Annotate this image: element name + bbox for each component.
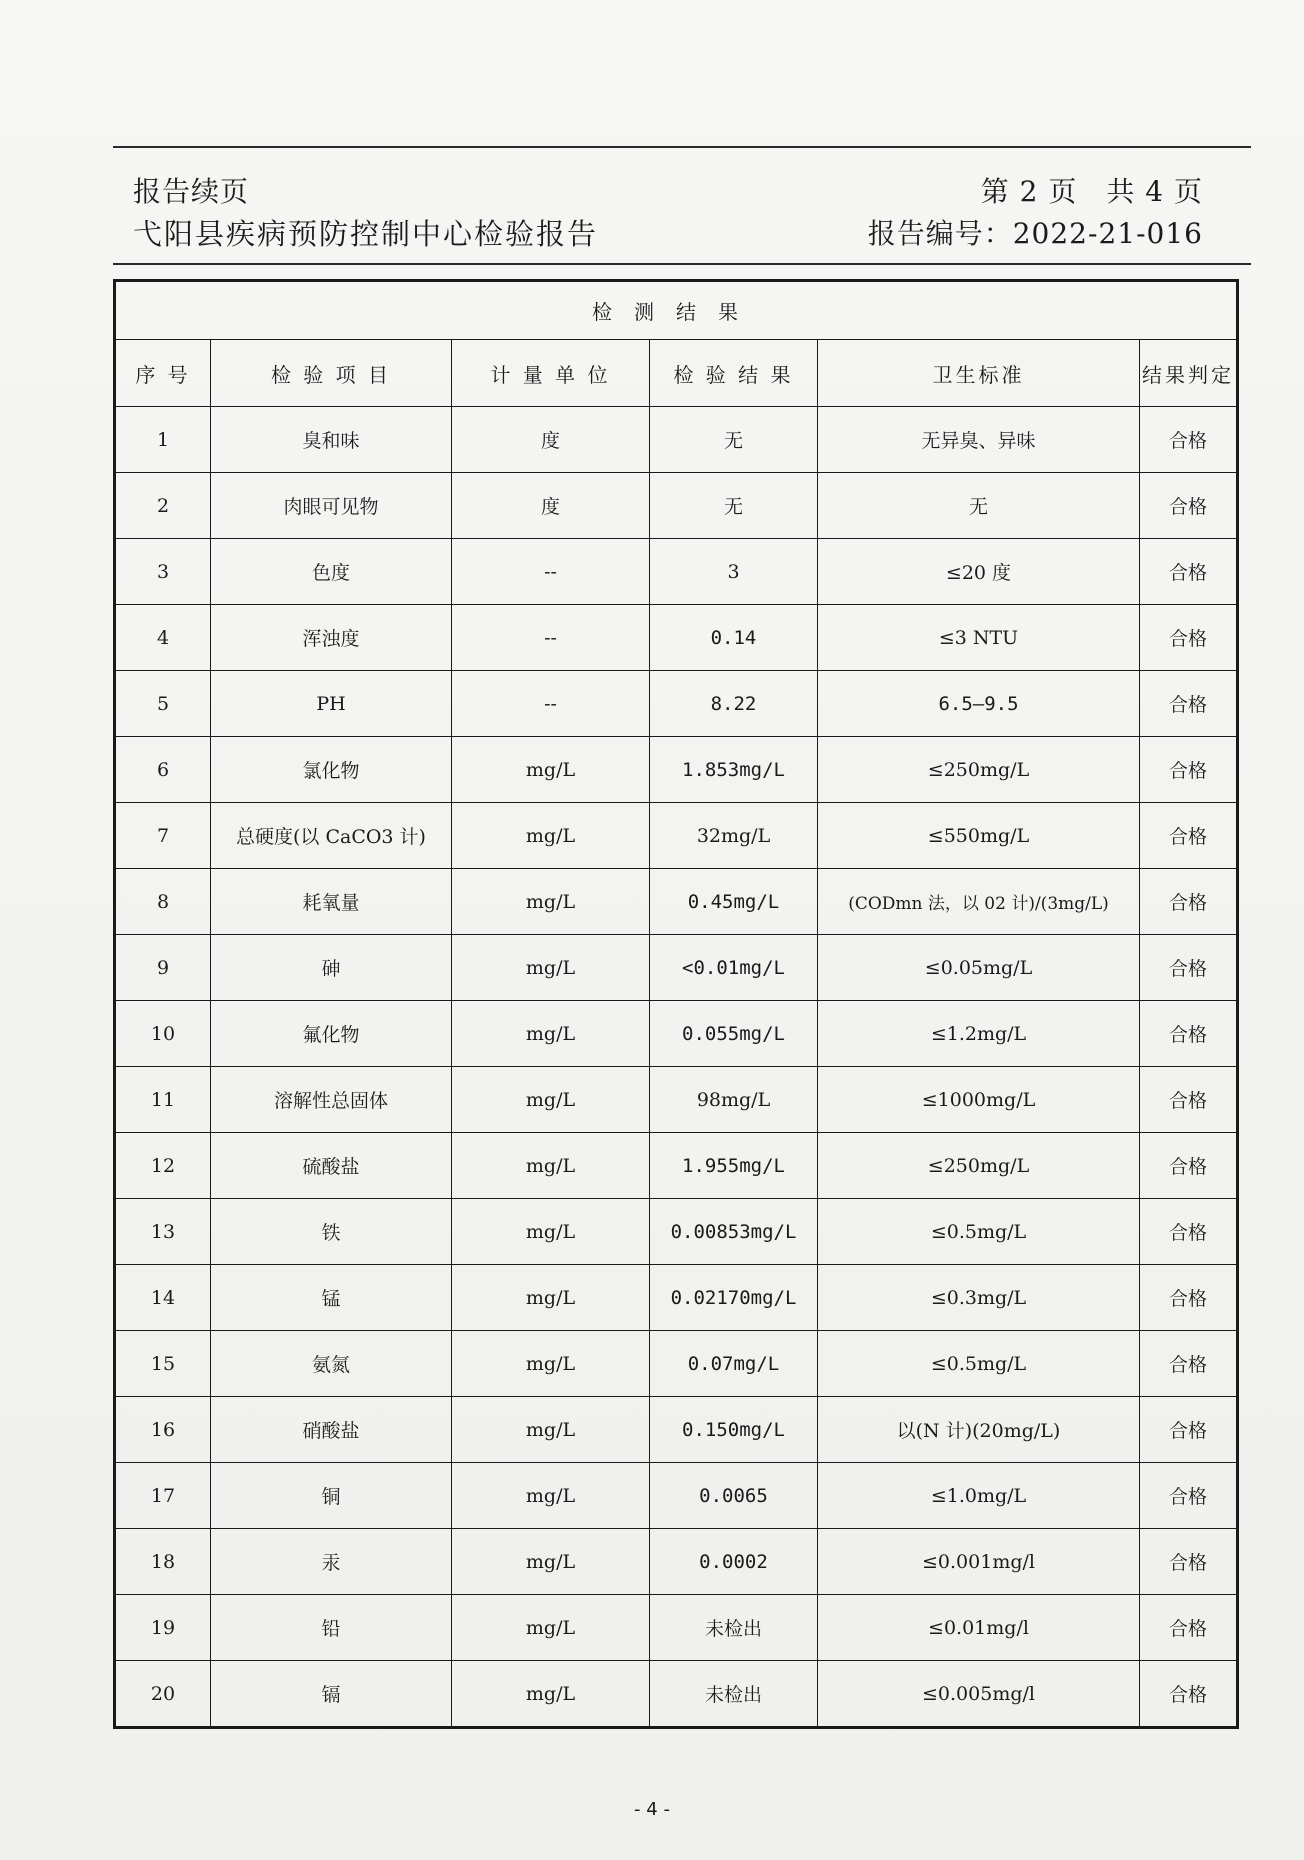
cell-judgement: 合格 — [1140, 1397, 1238, 1463]
cell-seq: 20 — [115, 1661, 211, 1728]
cell-judgement: 合格 — [1140, 1001, 1238, 1067]
cell-item: 溶解性总固体 — [211, 1067, 452, 1133]
cell-seq: 9 — [115, 935, 211, 1001]
cell-result: 0.150mg/L — [650, 1397, 818, 1463]
table-row — [115, 869, 1238, 935]
cell-unit: mg/L — [452, 1463, 650, 1529]
cell-result: <0.01mg/L — [650, 935, 818, 1001]
col-header-seq: 序 号 — [115, 340, 211, 407]
cell-judgement: 合格 — [1140, 869, 1238, 935]
cell-standard: ≤550mg/L — [818, 803, 1140, 869]
col-header-unit: 计 量 单 位 — [452, 340, 650, 407]
top-rule — [113, 146, 1251, 148]
cell-unit: 度 — [452, 473, 650, 539]
cell-seq: 10 — [115, 1001, 211, 1067]
cell-seq: 6 — [115, 737, 211, 803]
cell-unit: mg/L — [452, 1661, 650, 1728]
cell-item: PH — [211, 671, 452, 737]
cell-seq: 5 — [115, 671, 211, 737]
cell-judgement: 合格 — [1140, 1199, 1238, 1265]
table-row — [115, 1661, 1238, 1728]
table-row — [115, 671, 1238, 737]
cell-item: 氯化物 — [211, 737, 452, 803]
cell-judgement: 合格 — [1140, 1595, 1238, 1661]
cell-result: 98mg/L — [650, 1067, 818, 1133]
cell-item: 铜 — [211, 1463, 452, 1529]
cell-judgement: 合格 — [1140, 1529, 1238, 1595]
cell-standard: 6.5—9.5 — [818, 671, 1140, 737]
cell-result: 1.853mg/L — [650, 737, 818, 803]
cell-seq: 12 — [115, 1133, 211, 1199]
cell-item: 氨氮 — [211, 1331, 452, 1397]
cell-result: 0.0002 — [650, 1529, 818, 1595]
cell-item: 色度 — [211, 539, 452, 605]
cell-item: 砷 — [211, 935, 452, 1001]
cell-item: 镉 — [211, 1661, 452, 1728]
cell-result: 0.07mg/L — [650, 1331, 818, 1397]
cell-unit: mg/L — [452, 803, 650, 869]
cell-item: 铅 — [211, 1595, 452, 1661]
table-title-row — [115, 281, 1238, 340]
table-row — [115, 1595, 1238, 1661]
cell-result: 3 — [650, 539, 818, 605]
cell-seq: 16 — [115, 1397, 211, 1463]
table-row — [115, 737, 1238, 803]
cell-unit: mg/L — [452, 1133, 650, 1199]
cell-standard: ≤1.2mg/L — [818, 1001, 1140, 1067]
cell-standard: 无异臭、异味 — [818, 407, 1140, 473]
cell-unit: -- — [452, 671, 650, 737]
table-row — [115, 1265, 1238, 1331]
cell-standard: ≤0.3mg/L — [818, 1265, 1140, 1331]
cell-item: 硝酸盐 — [211, 1397, 452, 1463]
cell-seq: 15 — [115, 1331, 211, 1397]
table-row — [115, 539, 1238, 605]
table-row — [115, 935, 1238, 1001]
cell-unit: mg/L — [452, 1331, 650, 1397]
cell-result: 1.955mg/L — [650, 1133, 818, 1199]
col-header-item: 检 验 项 目 — [211, 340, 452, 407]
cell-seq: 7 — [115, 803, 211, 869]
cell-judgement: 合格 — [1140, 605, 1238, 671]
table-header-row — [115, 340, 1238, 407]
cell-unit: 度 — [452, 407, 650, 473]
cell-judgement: 合格 — [1140, 737, 1238, 803]
cell-result: 无 — [650, 473, 818, 539]
page-info: 第 2 页 共 4 页 — [980, 175, 1203, 208]
table-row — [115, 473, 1238, 539]
cell-seq: 2 — [115, 473, 211, 539]
page-number: - 4 - — [634, 1799, 670, 1820]
cell-item: 氟化物 — [211, 1001, 452, 1067]
cell-unit: mg/L — [452, 1265, 650, 1331]
col-header-standard: 卫生标准 — [818, 340, 1140, 407]
cell-unit: mg/L — [452, 1199, 650, 1265]
table-row — [115, 1463, 1238, 1529]
cell-judgement: 合格 — [1140, 1331, 1238, 1397]
cell-standard: ≤1000mg/L — [818, 1067, 1140, 1133]
cell-result: 0.45mg/L — [650, 869, 818, 935]
cell-judgement: 合格 — [1140, 935, 1238, 1001]
cell-unit: mg/L — [452, 1595, 650, 1661]
org-title: 弋阳县疾病预防控制中心检验报告 — [133, 217, 599, 251]
cell-standard: ≤0.5mg/L — [818, 1331, 1140, 1397]
cell-standard: ≤250mg/L — [818, 1133, 1140, 1199]
cell-unit: mg/L — [452, 1529, 650, 1595]
cell-unit: -- — [452, 539, 650, 605]
cell-result: 未检出 — [650, 1595, 818, 1661]
cell-result: 0.14 — [650, 605, 818, 671]
cell-result: 8.22 — [650, 671, 818, 737]
cell-seq: 19 — [115, 1595, 211, 1661]
header-rule — [113, 263, 1251, 265]
col-header-result: 检 验 结 果 — [650, 340, 818, 407]
table-row — [115, 1001, 1238, 1067]
cell-seq: 17 — [115, 1463, 211, 1529]
cell-seq: 4 — [115, 605, 211, 671]
cell-item: 铁 — [211, 1199, 452, 1265]
table-row — [115, 605, 1238, 671]
cell-item: 耗氧量 — [211, 869, 452, 935]
cell-item: 硫酸盐 — [211, 1133, 452, 1199]
cell-seq: 1 — [115, 407, 211, 473]
cell-standard: 无 — [818, 473, 1140, 539]
cell-judgement: 合格 — [1140, 803, 1238, 869]
table-title: 检测结果 — [115, 281, 1238, 340]
cell-seq: 3 — [115, 539, 211, 605]
cell-standard: ≤250mg/L — [818, 737, 1140, 803]
table-row — [115, 1331, 1238, 1397]
report-number: 报告编号：2022-21-016 — [867, 217, 1203, 250]
cell-judgement: 合格 — [1140, 1067, 1238, 1133]
cell-seq: 14 — [115, 1265, 211, 1331]
cell-judgement: 合格 — [1140, 407, 1238, 473]
cell-standard: ≤0.005mg/l — [818, 1661, 1140, 1728]
cell-result: 0.00853mg/L — [650, 1199, 818, 1265]
cell-unit: mg/L — [452, 1397, 650, 1463]
continuation-label: 报告续页 — [133, 175, 250, 208]
table-row — [115, 407, 1238, 473]
cell-standard: ≤0.01mg/l — [818, 1595, 1140, 1661]
table-row — [115, 1529, 1238, 1595]
table-row — [115, 1133, 1238, 1199]
cell-judgement: 合格 — [1140, 671, 1238, 737]
cell-judgement: 合格 — [1140, 1133, 1238, 1199]
cell-item: 总硬度(以 CaCO3 计) — [211, 803, 452, 869]
cell-seq: 18 — [115, 1529, 211, 1595]
cell-unit: -- — [452, 605, 650, 671]
cell-unit: mg/L — [452, 737, 650, 803]
cell-judgement: 合格 — [1140, 1265, 1238, 1331]
cell-judgement: 合格 — [1140, 1661, 1238, 1728]
cell-result: 0.055mg/L — [650, 1001, 818, 1067]
cell-result: 32mg/L — [650, 803, 818, 869]
cell-unit: mg/L — [452, 1001, 650, 1067]
cell-unit: mg/L — [452, 935, 650, 1001]
table-row — [115, 803, 1238, 869]
cell-judgement: 合格 — [1140, 539, 1238, 605]
cell-standard: (CODmn 法，以 02 计)/(3mg/L) — [818, 869, 1140, 935]
cell-standard: 以(N 计)(20mg/L) — [818, 1397, 1140, 1463]
cell-item: 锰 — [211, 1265, 452, 1331]
cell-standard: ≤0.05mg/L — [818, 935, 1140, 1001]
cell-result: 0.0065 — [650, 1463, 818, 1529]
cell-item: 肉眼可见物 — [211, 473, 452, 539]
cell-standard: ≤3 NTU — [818, 605, 1140, 671]
cell-result: 无 — [650, 407, 818, 473]
table-row — [115, 1397, 1238, 1463]
cell-standard: ≤0.001mg/l — [818, 1529, 1140, 1595]
cell-seq: 13 — [115, 1199, 211, 1265]
cell-item: 汞 — [211, 1529, 452, 1595]
cell-result: 0.02170mg/L — [650, 1265, 818, 1331]
cell-unit: mg/L — [452, 1067, 650, 1133]
results-table — [113, 279, 1239, 1729]
cell-seq: 8 — [115, 869, 211, 935]
cell-judgement: 合格 — [1140, 473, 1238, 539]
cell-standard: ≤20 度 — [818, 539, 1140, 605]
cell-seq: 11 — [115, 1067, 211, 1133]
cell-standard: ≤0.5mg/L — [818, 1199, 1140, 1265]
col-header-judgement: 结果判定 — [1140, 340, 1238, 407]
cell-unit: mg/L — [452, 869, 650, 935]
table-row — [115, 1067, 1238, 1133]
cell-item: 臭和味 — [211, 407, 452, 473]
cell-standard: ≤1.0mg/L — [818, 1463, 1140, 1529]
cell-result: 未检出 — [650, 1661, 818, 1728]
report-header — [133, 170, 1203, 260]
cell-item: 浑浊度 — [211, 605, 452, 671]
cell-judgement: 合格 — [1140, 1463, 1238, 1529]
table-row — [115, 1199, 1238, 1265]
